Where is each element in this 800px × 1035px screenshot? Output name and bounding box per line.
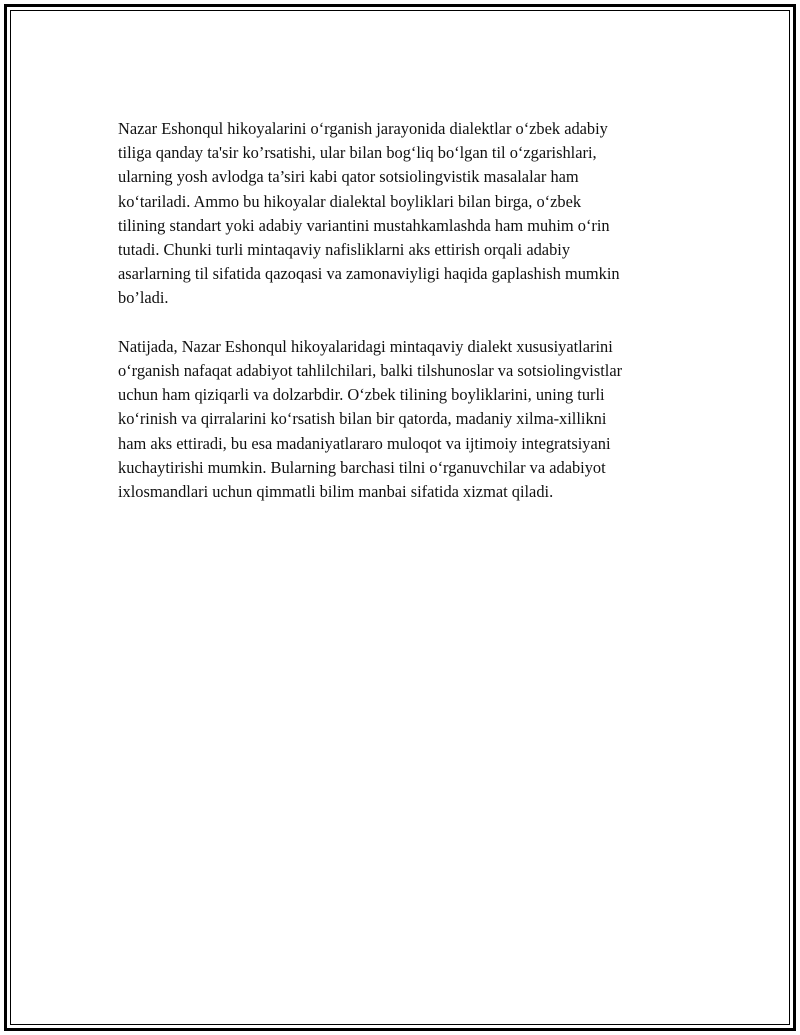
text-line: kuchaytirishi mumkin. Bularning barchasi tilni o‘rganuvchilar va adabiyot: [118, 457, 606, 477]
text-line: Natijada, Nazar Eshonqul hikoyalaridagi mintaqaviy dialekt xususiyatlarini: [118, 336, 613, 356]
text-line: tiliga qanday ta'sir ko’rsatishi, ular bilan bog‘liq bo‘lgan til o‘zgarishlari,: [118, 143, 597, 163]
paragraph-2: [118, 335, 688, 504]
text-line: ularning yosh avlodga ta’siri kabi qator sotsiolingvistik masalalar ham: [118, 167, 579, 187]
document-body: [118, 117, 688, 528]
text-line: tutadi. Chunki turli mintaqaviy nafisliklarni aks ettirish orqali adabiy: [118, 240, 571, 260]
text-line: ixlosmandlari uchun qimmatli bilim manbai sifatida xizmat qiladi.: [118, 482, 554, 502]
paragraph-1: [118, 117, 688, 311]
text-line: ko‘tariladi. Ammo bu hikoyalar dialektal boyliklari bilan birga, o‘zbek: [118, 191, 582, 211]
text-line: o‘rganish nafaqat adabiyot tahlilchilari, balki tilshunoslar va sotsiolingvistlar: [118, 361, 623, 381]
text-line: Nazar Eshonqul hikoyalarini o‘rganish jarayonida dialektlar o‘zbek adabiy: [118, 119, 608, 138]
text-line: bo’ladi.: [118, 288, 169, 308]
text-line: ham aks ettiradi, bu esa madaniyatlararo muloqot va ijtimoiy integratsiyani: [118, 433, 611, 453]
text-line: tilining standart yoki adabiy variantini mustahkamlashda ham muhim o‘rin: [118, 215, 610, 235]
text-line: uchun ham qiziqarli va dolzarbdir. O‘zbek tilining boyliklarini, uning turli: [118, 385, 605, 405]
text-line: ko‘rinish va qirralarini ko‘rsatish bilan bir qatorda, madaniy xilma-xillikni: [118, 409, 607, 429]
text-line: asarlarning til sifatida qazoqasi va zamonaviyligi haqida gaplashish mumkin: [118, 264, 620, 284]
